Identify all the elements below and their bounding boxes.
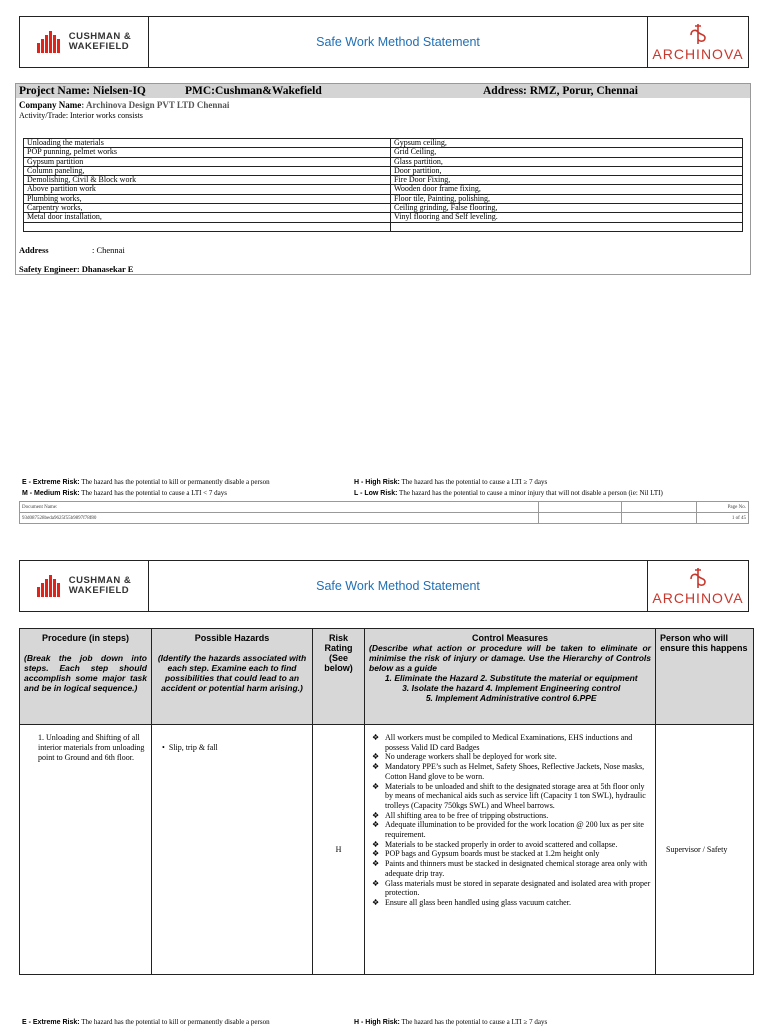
activity-left: Unloading the materials [24,139,391,148]
hazard-text: Slip, trip & fall [168,743,218,752]
procedure-cell [20,725,152,975]
address-row [19,245,125,255]
archinova-mark-icon [687,567,709,589]
activity-left [24,222,391,231]
control-measure-item: ❖ No underage workers shall be deployed for work site. [385,752,651,762]
table-row [24,204,743,213]
hazards-sub: (Identify the hazards associated with each step. Examine each to find possibilities that could lead to an accident or potential harm arising.) [157,653,307,693]
page2-header [19,560,749,612]
cushman-bars-icon [37,31,63,53]
archinova-wordmark: ARCHINOVA [652,45,744,62]
legend-extreme-text: The hazard has the potential to kill or permanently disable a person [79,478,270,486]
risk-title: Risk Rating (See below) [324,633,353,673]
control-measure-item: ❖ Mandatory PPE’s such as Helmet, Safety Shoes, Reflective Jackets, Nose masks, Cotton Hand glove to be worn. [385,762,651,781]
safety-engineer: Safety Engineer: Dhanasekar E [19,264,134,274]
control-measure-item: ❖ All shifting area to be free of tripping obstructions. [385,811,651,821]
address-label: Address [19,245,49,255]
table-row [24,139,743,148]
activity-left: Above partition work [24,185,391,194]
table-row [24,222,743,231]
activity-trade: Activity/Trade: Interior works consists [19,111,143,120]
legend-high-2: H - High Risk: The hazard has the potential to cause a LTI ≥ 7 days [354,1018,548,1026]
document-name-label: Document Name: [20,502,539,513]
activity-right: Floor tile, Painting, polishing, [391,194,743,203]
controls-list [371,733,651,908]
archinova-mark-icon [687,23,709,45]
project-pmc: PMC:Cushman&Wakefield [185,85,322,97]
activity-left: Gypsum partition [24,157,391,166]
page-label: Page No. [697,502,749,513]
legend-extreme [22,478,270,486]
hazard-cell [152,725,313,975]
controls-cell [365,725,656,975]
legend-extreme-2: E - Extreme Risk: The hazard has the potential to kill or permanently disable a person [22,1018,270,1026]
control-measure-item: ❖ Ensure all glass been handled using glass vacuum catcher. [385,898,651,908]
activity-right: Vinyl flooring and Self leveling. [391,213,743,222]
activity-right: Door partition, [391,166,743,175]
procedure-header [20,629,152,725]
legend-low-text: The hazard has the potential to cause a minor injury that will not disable a person (ie: Nil LTI) [397,489,663,497]
legend-medium [22,489,227,497]
document-title: Safe Work Method Statement [316,35,480,49]
logo-line-1: CUSHMAN & [68,575,132,586]
hazards-header [152,629,313,725]
activity-right: Wooden door frame fixing, [391,185,743,194]
activity-left: Metal door installation, [24,213,391,222]
cushman-bars-icon [37,575,63,597]
swms-header-row [20,629,754,725]
activity-right: Gypsum ceiling, [391,139,743,148]
document-title-2: Safe Work Method Statement [316,579,480,593]
activity-right [391,222,743,231]
table-row [24,176,743,185]
swms-table [19,628,754,975]
project-address: Address: RMZ, Porur, Chennai [483,85,638,97]
legend-medium-text: The hazard has the potential to cause a LTI < 7 days [79,489,227,497]
legend-extreme-label: E - Extreme Risk: [22,479,80,486]
procedure-sub: (Break the job down into steps. Each step should accomplish some major task and be in logical sequence.) [24,653,147,693]
activities-table [23,138,743,232]
legend-low-label: L - Low Risk: [354,490,398,497]
table-row [20,725,754,975]
activity-left: Column paneling, [24,166,391,175]
control-sub: (Describe what action or procedure will be taken to eliminate or minimise the risk of injury or damage. Use the Hierarchy of Controls below as a guide [369,643,651,673]
control-measure-item: ❖ Glass materials must be stored in separate designated and isolated area with proper protection. [385,879,651,898]
control-measure-item: ❖ Materials to be stacked properly in order to avoid scattered and collapse. [385,840,651,850]
person-title: Person who will ensure this happens [660,633,748,653]
person-cell [656,725,754,975]
control-measure-item: ❖ Materials to be unloaded and shift to the designated storage area at 5th floor only by means of mechanical aids such as service lift (Capacity 1 ton SWL), hydraulic trolleys (Capacity 750kgs SWL) and Wheel barrows. [385,782,651,811]
archinova-wordmark: ARCHINOVA [652,589,744,606]
risk-value: H [335,845,342,854]
legend-low [354,489,663,497]
control-item-1: 1. Eliminate the Hazard 2. Substitute the material or equipment [384,673,638,683]
logo-line-1: CUSHMAN & [68,31,132,42]
activity-right: Fire Door Fixing, [391,176,743,185]
control-measure-item: ❖ Adequate illumination to be provided for the work location @ 200 lux as per site requirement. [385,820,651,839]
cushman-wakefield-logo [20,17,149,67]
logo-line-2: WAKEFIELD [68,41,130,52]
person-value: Supervisor / Safety [666,845,728,854]
activity-left: Carpentry works, [24,204,391,213]
project-bar [16,84,750,98]
hierarchy-of-controls [369,673,651,703]
legend-high [354,478,547,486]
procedure-title: Procedure (in steps) [41,633,130,643]
activity-right: Grid Ceiling, [391,148,743,157]
legend-high-text: The hazard has the potential to cause a LTI ≥ 7 days [399,478,548,486]
activity-right: Ceiling grinding, False flooring, [391,204,743,213]
control-measure-item: ❖ Paints and thinners must be stacked in designated chemical storage area only with adequate drip tray. [385,859,651,878]
legend-high-label: H - High Risk: [354,479,400,486]
logo-line-2: WAKEFIELD [68,585,130,596]
activity-left: Plumbing works, [24,194,391,203]
page1-header [19,16,749,68]
document-id: 93d087528beda9625f55b9897f78f80 [20,513,539,524]
activity-left: POP punning, pelmet works [24,148,391,157]
table-row [24,185,743,194]
hazard-item: • Slip, trip & fall [162,743,218,752]
table-row [24,213,743,222]
archinova-logo [647,17,748,67]
control-item-2: 3. Isolate the hazard 4. Implement Engineering control [402,683,621,693]
legend-medium-label: M - Medium Risk: [22,490,80,497]
control-measure-item: ❖ All workers must be compiled to Medical Examinations, EHS inductions and possess Valid ID card Badges [385,733,651,752]
address-value: : Chennai [92,245,125,255]
person-header [656,629,754,725]
cushman-wakefield-logo-2 [20,561,149,611]
control-item-3: 5. Implement Administrative control 6.PPE [425,693,597,703]
project-details [15,83,751,275]
company-value: : Archinova Design PVT LTD Chennai [81,100,230,110]
table-row [24,148,743,157]
document-footer-table [19,501,749,524]
risk-header [313,629,365,725]
company-name [19,100,750,110]
activity-right: Glass partition, [391,157,743,166]
control-measure-item: ❖ POP bags and Gypsum boards must be stacked at 1.2m height only [385,849,651,859]
risk-cell [313,725,365,975]
project-name: Project Name: Nielsen-IQ [19,85,146,97]
archinova-logo-2 [647,561,748,611]
table-row [24,194,743,203]
activity-left: Demolishing, Civil & Block work [24,176,391,185]
procedure-text: 1. Unloading and Shifting of all interior materials from unloading point to Ground and 6th floor. [38,733,145,762]
table-row [24,157,743,166]
hazards-title: Possible Hazards [194,633,270,643]
control-title: Control Measures [471,633,549,643]
page-number: 1 of 45 [697,513,749,524]
company-label: Company Name [19,100,82,110]
control-header [365,629,656,725]
